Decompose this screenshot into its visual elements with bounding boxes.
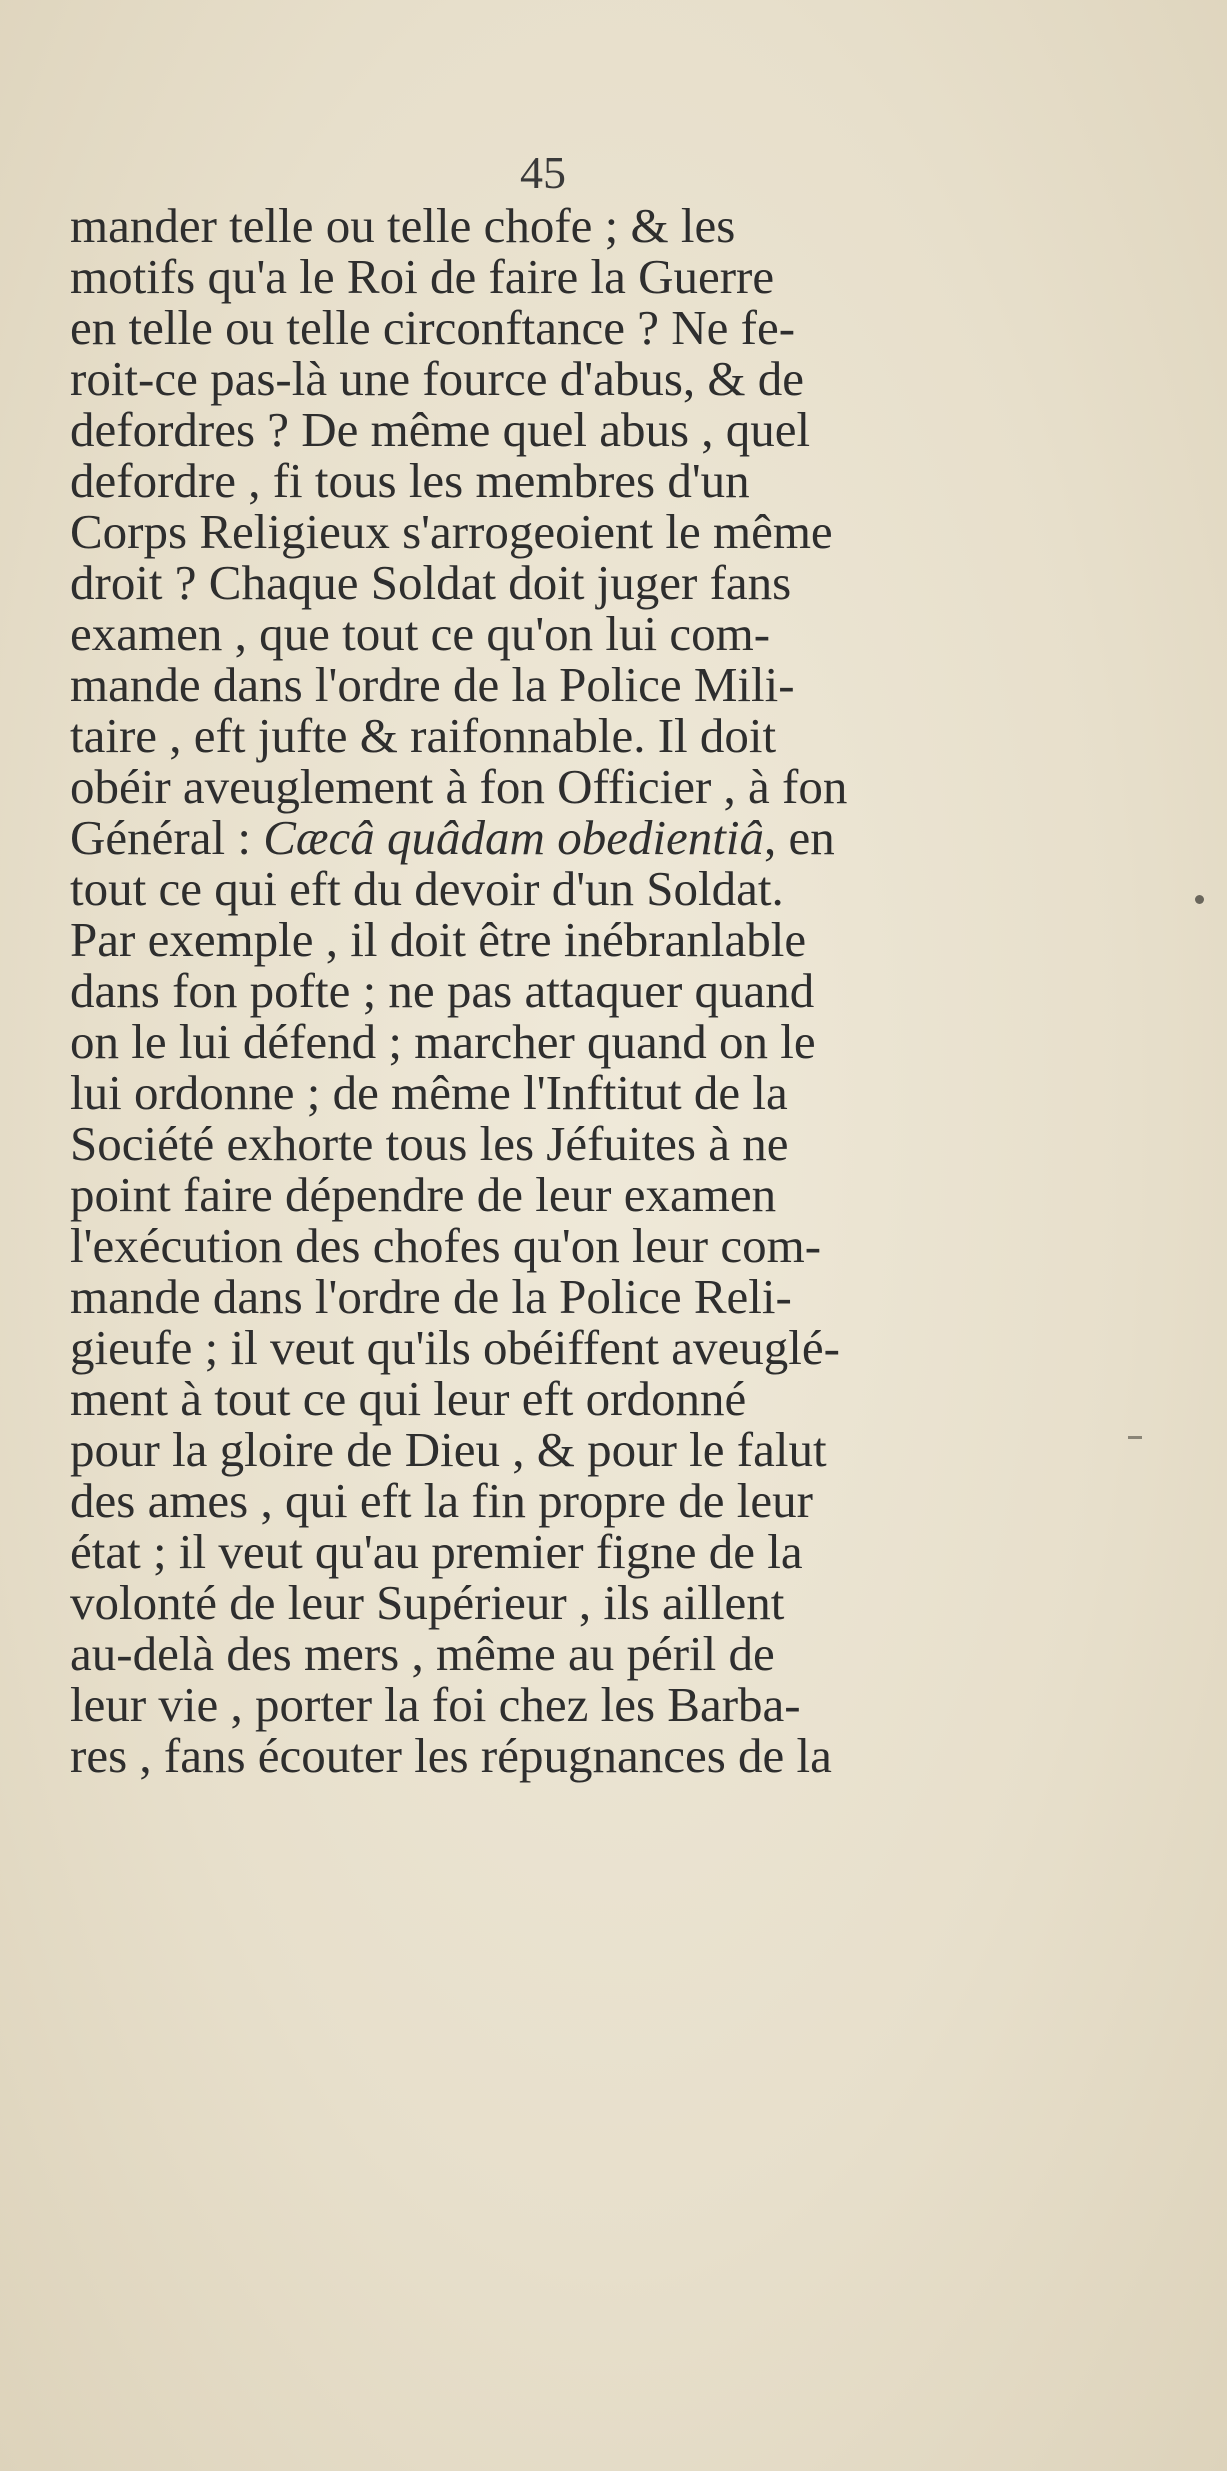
text-line: on le lui défend ; marcher quand on le — [70, 1014, 816, 1069]
text-line: ment à tout ce qui leur eft ordonné — [70, 1371, 747, 1426]
text-fragment: Général : — [70, 810, 251, 865]
latin-quote: Cæcâ quâdam obedientiâ — [263, 810, 765, 865]
text-line: tout ce qui eft du devoir d'un Soldat. — [70, 861, 784, 916]
text-line: taire , eft jufte & raifonnable. Il doit — [70, 708, 777, 763]
text-line-latin — [70, 812, 1220, 863]
text-line: mande dans l'ordre de la Police Reli- — [70, 1269, 792, 1324]
text-line: Société exhorte tous les Jéfuites à ne — [70, 1116, 789, 1171]
text-line: dans fon pofte ; ne pas attaquer quand — [70, 963, 815, 1018]
text-line: roit-ce pas-là une fource d'abus, & de — [70, 351, 804, 406]
text-line: au-delà des mers , même au péril de — [70, 1626, 775, 1681]
text-line: en telle ou telle circonftance ? Ne fe- — [70, 300, 796, 355]
text-line: point faire dépendre de leur examen — [70, 1167, 777, 1222]
text-line: defordres ? De même quel abus , quel — [70, 402, 811, 457]
text-line: état ; il veut qu'au premier figne de la — [70, 1524, 803, 1579]
text-line: gieufe ; il veut qu'ils obéiffent aveuglé- — [70, 1320, 840, 1375]
page-text — [70, 200, 1220, 1781]
text-line: droit ? Chaque Soldat doit juger fans — [70, 555, 792, 610]
text-line: mander telle ou telle chofe ; & les — [70, 198, 736, 253]
text-line: examen , que tout ce qu'on lui com- — [70, 606, 771, 661]
text-line: volonté de leur Supérieur , ils aillent — [70, 1575, 785, 1630]
text-fragment: , en — [764, 810, 835, 865]
text-line: motifs qu'a le Roi de faire la Guerre — [70, 249, 775, 304]
text-line: des ames , qui eft la fin propre de leur — [70, 1473, 813, 1528]
text-line: Par exemple , il doit être inébranlable — [70, 912, 807, 967]
text-line: l'exécution des chofes qu'on leur com- — [70, 1218, 822, 1273]
text-line: res , fans écouter les répugnances de la — [70, 1728, 832, 1783]
text-line: lui ordonne ; de même l'Inftitut de la — [70, 1065, 788, 1120]
text-line: pour la gloire de Dieu , & pour le falut — [70, 1422, 827, 1477]
page-number: 45 — [520, 147, 566, 198]
text-line: Corps Religieux s'arrogeoient le même — [70, 504, 833, 559]
text-line: mande dans l'ordre de la Police Mili- — [70, 657, 795, 712]
ink-speck — [1195, 895, 1204, 904]
text-line: leur vie , porter la foi chez les Barba- — [70, 1677, 801, 1732]
text-line: obéir aveuglement à fon Officier , à fon — [70, 759, 848, 814]
ink-speck — [1128, 1436, 1142, 1439]
text-line: defordre , fi tous les membres d'un — [70, 453, 750, 508]
